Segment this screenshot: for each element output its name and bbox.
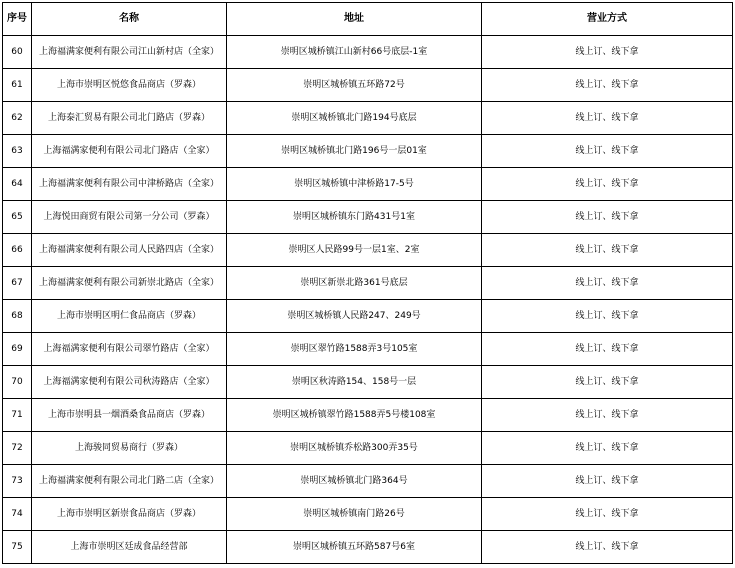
cell-address: 崇明区新崇北路361号底层 (227, 267, 482, 300)
table-row (3, 201, 733, 234)
cell-name: 上海福满家便利有限公司江山新村店（全家） (32, 36, 227, 69)
cell-no: 60 (3, 36, 32, 69)
cell-mode: 线上订、线下拿 (482, 465, 733, 498)
cell-name: 上海市崇明区廷成食品经营部 (32, 531, 227, 564)
table-row (3, 234, 733, 267)
cell-address: 崇明区城桥镇中津桥路17-5号 (227, 168, 482, 201)
cell-name: 上海福满家便利有限公司人民路四店（全家） (32, 234, 227, 267)
cell-no: 63 (3, 135, 32, 168)
cell-name: 上海福满家便利有限公司北门路店（全家） (32, 135, 227, 168)
cell-mode: 线上订、线下拿 (482, 399, 733, 432)
table-row (3, 135, 733, 168)
cell-name: 上海悦田商贸有限公司第一分公司（罗森） (32, 201, 227, 234)
cell-mode: 线上订、线下拿 (482, 432, 733, 465)
cell-address: 崇明区城桥镇北门路364号 (227, 465, 482, 498)
table-row (3, 168, 733, 201)
header-address: 地址 (227, 3, 482, 36)
header-mode: 营业方式 (482, 3, 733, 36)
table-row (3, 498, 733, 531)
cell-mode: 线上订、线下拿 (482, 36, 733, 69)
cell-name: 上海骏同贸易商行（罗森） (32, 432, 227, 465)
cell-mode: 线上订、线下拿 (482, 300, 733, 333)
table-row (3, 366, 733, 399)
cell-mode: 线上订、线下拿 (482, 69, 733, 102)
header-name: 名称 (32, 3, 227, 36)
cell-mode: 线上订、线下拿 (482, 234, 733, 267)
cell-no: 62 (3, 102, 32, 135)
cell-address: 崇明区城桥镇北门路194号底层 (227, 102, 482, 135)
cell-mode: 线上订、线下拿 (482, 267, 733, 300)
cell-no: 73 (3, 465, 32, 498)
cell-mode: 线上订、线下拿 (482, 168, 733, 201)
cell-address: 崇明区城桥镇五环路72号 (227, 69, 482, 102)
cell-mode: 线上订、线下拿 (482, 102, 733, 135)
cell-address: 崇明区城桥镇翠竹路1588弄5号楼108室 (227, 399, 482, 432)
cell-mode: 线上订、线下拿 (482, 531, 733, 564)
cell-name: 上海市崇明区明仁食品商店（罗森） (32, 300, 227, 333)
cell-mode: 线上订、线下拿 (482, 498, 733, 531)
cell-no: 74 (3, 498, 32, 531)
cell-address: 崇明区城桥镇江山新村66号底层-1室 (227, 36, 482, 69)
table-row (3, 531, 733, 564)
cell-name: 上海福满家便利有限公司新崇北路店（全家） (32, 267, 227, 300)
header-row (3, 3, 733, 36)
store-table (2, 2, 733, 564)
cell-name: 上海泰汇贸易有限公司北门路店（罗森） (32, 102, 227, 135)
cell-name: 上海市崇明区悦悠食品商店（罗森） (32, 69, 227, 102)
cell-no: 75 (3, 531, 32, 564)
table-row (3, 432, 733, 465)
cell-no: 72 (3, 432, 32, 465)
table-row (3, 333, 733, 366)
cell-address: 崇明区城桥镇乔松路300弄35号 (227, 432, 482, 465)
cell-address: 崇明区城桥镇五环路587号6室 (227, 531, 482, 564)
cell-address: 崇明区城桥镇南门路26号 (227, 498, 482, 531)
cell-address: 崇明区城桥镇东门路431号1室 (227, 201, 482, 234)
cell-no: 65 (3, 201, 32, 234)
cell-no: 68 (3, 300, 32, 333)
cell-no: 66 (3, 234, 32, 267)
cell-mode: 线上订、线下拿 (482, 201, 733, 234)
header-no: 序号 (3, 3, 32, 36)
cell-address: 崇明区秋涛路154、158号一层 (227, 366, 482, 399)
cell-no: 69 (3, 333, 32, 366)
table-row (3, 300, 733, 333)
table-row (3, 399, 733, 432)
cell-address: 崇明区翠竹路1588弄3号105室 (227, 333, 482, 366)
cell-no: 71 (3, 399, 32, 432)
cell-mode: 线上订、线下拿 (482, 366, 733, 399)
cell-no: 61 (3, 69, 32, 102)
table-row (3, 69, 733, 102)
cell-name: 上海福满家便利有限公司秋涛路店（全家） (32, 366, 227, 399)
cell-name: 上海福满家便利有限公司翠竹路店（全家） (32, 333, 227, 366)
cell-address: 崇明区城桥镇北门路196号一层01室 (227, 135, 482, 168)
table-row (3, 36, 733, 69)
cell-mode: 线上订、线下拿 (482, 135, 733, 168)
cell-name: 上海市崇明县一烟酒桑食品商店（罗森） (32, 399, 227, 432)
table-row (3, 465, 733, 498)
cell-name: 上海福满家便利有限公司中津桥路店（全家） (32, 168, 227, 201)
cell-name: 上海市崇明区新崇食品商店（罗森） (32, 498, 227, 531)
cell-name: 上海福满家便利有限公司北门路二店（全家） (32, 465, 227, 498)
table-body (3, 36, 733, 564)
table-row (3, 102, 733, 135)
table-row (3, 267, 733, 300)
cell-mode: 线上订、线下拿 (482, 333, 733, 366)
cell-no: 70 (3, 366, 32, 399)
cell-address: 崇明区人民路99号一层1室、2室 (227, 234, 482, 267)
cell-no: 67 (3, 267, 32, 300)
cell-address: 崇明区城桥镇人民路247、249号 (227, 300, 482, 333)
cell-no: 64 (3, 168, 32, 201)
